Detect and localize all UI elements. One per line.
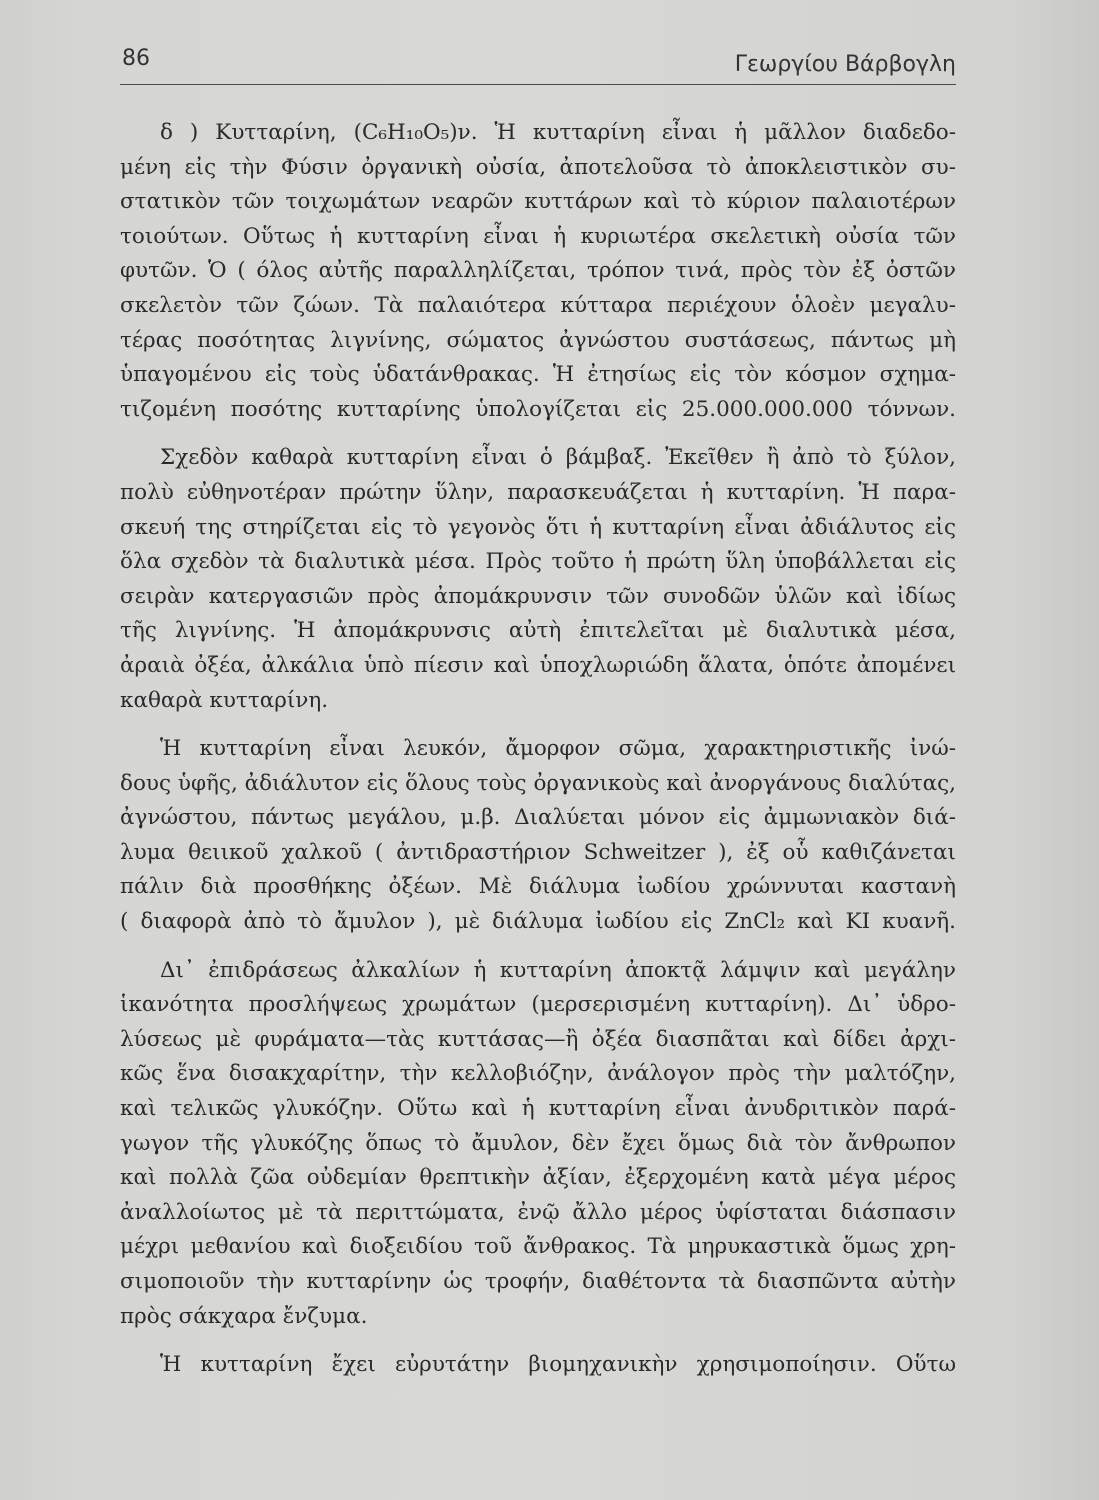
text-line: πολὺ εὐθηνοτέραν πρώτην ὕλην, παρασκευάζεται ἡ κυτταρίνη. Ἡ παρα- <box>120 479 956 505</box>
text-line: ( διαφορὰ ἀπὸ τὸ ἄμυλον ), μὲ διάλυμα ἰωδίου εἰς ZnCl₂ καὶ KI κυανῆ. <box>120 909 956 935</box>
text-line: ἀναλλοίωτος μὲ τὰ περιττώματα, ἐνῷ ἄλλο μέρος ὑφίσταται διάσπασιν <box>120 1199 956 1225</box>
page-body <box>120 116 956 1383</box>
text-line: Σχεδὸν καθαρὰ κυτταρίνη εἶναι ὁ βάμβαξ. Ἐκεῖθεν ἢ ἀπὸ τὸ ξύλον, <box>160 445 956 471</box>
text-line: καὶ τελικῶς γλυκόζην. Οὕτω καὶ ἡ κυτταρίνη εἶναι ἀνυδριτικὸν παρά- <box>120 1096 956 1122</box>
text-line: ἀγνώστου, πάντως μεγάλου, μ.β. Διαλύεται μόνον εἰς ἀμμωνιακὸν διά- <box>120 805 956 831</box>
text-line: φυτῶν. Ὁ ( όλος αὐτῆς παραλληλίζεται, τρόπον τινά, πρὸς τὸν ἐξ ὀστῶν <box>120 258 956 284</box>
paragraph-cellulose-definition <box>120 116 956 427</box>
text-line: μέχρι μεθανίου καὶ διοξειδίου τοῦ ἄνθρακος. Τὰ μηρυκαστικὰ ὅμως χρη- <box>120 1234 956 1260</box>
text-line: μένη εἰς τὴν Φύσιν ὀργανικὴ οὐσία, ἀποτελοῦσα τὸ ἀποκλειστικὸν συ- <box>120 154 956 180</box>
text-line: δ ) Κυτταρίνη, (C₆H₁₀O₅)ν. Ἡ κυτταρίνη εἶναι ἡ μᾶλλον διαδεδο- <box>160 120 956 145</box>
text-line: ὑπαγομένου εἰς τοὺς ὑδατάνθρακας. Ἡ ἐτησίως εἰς τὸν κόσμον σχημα- <box>120 362 956 388</box>
text-line: γωγον τῆς γλυκόζης ὅπως τὸ ἄμυλον, δὲν ἔχει ὅμως διὰ τὸν ἄνθρωπον <box>120 1130 956 1156</box>
text-line: κῶς ἕνα δισακχαρίτην, τὴν κελλοβιόζην, ἀνάλογον πρὸς τὴν μαλτόζην, <box>120 1061 956 1087</box>
text-line: ἱκανότητα προσλήψεως χρωμάτων (μερσερισμένη κυτταρίνη). Δι᾽ ὑδρο- <box>120 992 956 1018</box>
paragraph-industrial-use <box>120 1348 956 1383</box>
text-line: ἀραιὰ ὀξέα, ἀλκάλια ὑπὸ πίεσιν καὶ ὑποχλωριώδη ἅλατα, ὁπότε ἀπομένει <box>120 652 956 678</box>
text-line: σκευή της στηρίζεται εἰς τὸ γεγονὸς ὅτι ἡ κυτταρίνη εἶναι ἀδιάλυτος εἰς <box>120 514 956 540</box>
text-line: Ἡ κυτταρίνη ἔχει εὐρυτάτην βιομηχανικὴν χρησιμοποίησιν. Οὕτω <box>160 1352 956 1378</box>
text-line: τέρας ποσότητας λιγνίνης, σώματος ἀγνώστου συστάσεως, πάντως μὴ <box>120 327 956 353</box>
running-head: Γεωργίου Βάρβογλη <box>734 52 956 77</box>
text-line: πρὸς σάκχαρα ἔνζυμα. <box>120 1303 368 1329</box>
text-line: πάλιν διὰ προσθήκης ὀξέων. Μὲ διάλυμα ἰωδίου χρώννυται καστανὴ <box>120 874 956 900</box>
text-line: τῆς λιγνίνης. Ἡ ἀπομάκρυνσις αὐτὴ ἐπιτελεῖται μὲ διαλυτικὰ μέσα, <box>120 618 956 644</box>
text-line: στατικὸν τῶν τοιχωμάτων νεαρῶν κυττάρων καὶ τὸ κύριον παλαιοτέρων <box>120 189 956 215</box>
text-line: ὅλα σχεδὸν τὰ διαλυτικὰ μέσα. Πρὸς τοῦτο ἡ πρώτη ὕλη ὑποβάλλεται εἰς <box>120 549 956 575</box>
text-line: Ἡ κυτταρίνη εἶναι λευκόν, ἄμορφον σῶμα, χαρακτηριστικῆς ἰνώ- <box>160 736 956 762</box>
text-line: Δι᾽ ἐπιδράσεως ἀλκαλίων ἡ κυτταρίνη ἀποκτᾷ λάμψιν καὶ μεγάλην <box>160 957 956 983</box>
page-header <box>120 44 956 85</box>
text-line: σκελετὸν τῶν ζώων. Τὰ παλαιότερα κύτταρα περιέχουν ὁλοὲν μεγαλυ- <box>120 292 956 318</box>
paragraph-hydrolysis <box>120 954 956 1335</box>
text-line: σειρὰν κατεργασιῶν πρὸς ἀπομάκρυνσιν τῶν συνοδῶν ὑλῶν καὶ ἰδίως <box>120 583 956 609</box>
paragraph-cotton-preparation <box>120 441 956 718</box>
text-line: σιμοποιοῦν τὴν κυτταρίνην ὡς τροφήν, διαθέτοντα τὰ διασπῶντα αὐτὴν <box>120 1269 956 1294</box>
text-line: τιζομένη ποσότης κυτταρίνης ὑπολογίζεται εἰς 25.000.000.000 τόννων. <box>120 396 956 422</box>
text-line: καὶ πολλὰ ζῶα οὐδεμίαν θρεπτικὴν ἀξίαν, ἐξερχομένη κατὰ μέγα μέρος <box>120 1165 956 1191</box>
text-line: λύσεως μὲ φυράματα—τὰς κυττάσας—ἢ ὀξέα διασπᾶται καὶ δίδει ἀρχι- <box>120 1026 956 1052</box>
text-line: καθαρὰ κυτταρίνη. <box>120 687 329 713</box>
text-line: τοιούτων. Οὕτως ἡ κυτταρίνη εἶναι ἡ κυριωτέρα σκελετικὴ οὐσία τῶν <box>120 223 956 249</box>
text-line: δους ὑφῆς, ἀδιάλυτον εἰς ὅλους τοὺς ὀργανικοὺς καὶ ἀνοργάνους διαλύτας, <box>120 770 956 796</box>
paragraph-properties <box>120 732 956 940</box>
text-line: λυμα θειικοῦ χαλκοῦ ( ἀντιδραστήριον Schweitzer ), ἐξ οὗ καθιζάνεται <box>120 839 956 865</box>
page-number: 86 <box>122 46 150 71</box>
